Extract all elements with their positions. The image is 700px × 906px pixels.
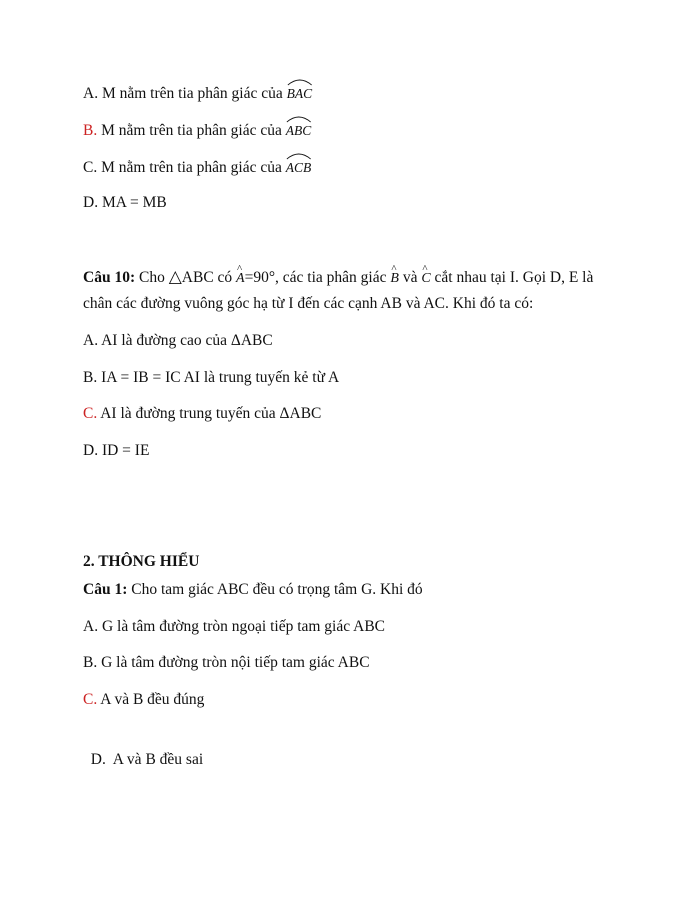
q1-option-c — [83, 690, 204, 710]
q10-option-c — [83, 404, 321, 424]
question-number: Câu 1: — [83, 581, 128, 598]
option-label: B. — [83, 369, 98, 386]
q1-option-d — [83, 730, 203, 770]
option-label-correct: C. — [83, 405, 98, 422]
angle-abc: ABC — [286, 119, 312, 141]
option-text: M nằm trên tia phân giác của — [97, 159, 286, 176]
q10-option-a — [83, 331, 273, 351]
option-label: D. — [83, 194, 99, 211]
q10-option-d — [83, 441, 149, 461]
option-text: IA = IB = IC AI là trung tuyến kẻ từ A — [97, 369, 340, 386]
option-text: AI là đường trung tuyến của ΔABC — [97, 405, 322, 422]
triangle-symbol: △ — [168, 267, 182, 286]
option-text: ID = IE — [98, 442, 150, 459]
angle-bac: BAC — [287, 82, 313, 104]
option-label-correct: C. — [83, 691, 98, 708]
option-text: M nằm trên tia phân giác của — [97, 122, 286, 139]
angle-c: ^ C — [421, 269, 430, 289]
q1-stem: Câu 1: Cho tam giác ABC đều có trọng tâm G. Khi đó — [83, 581, 423, 598]
option-label-correct: B. — [83, 122, 98, 139]
option-text: G là tâm đường tròn nội tiếp tam giác ABC — [97, 654, 370, 671]
q9-option-a — [83, 82, 312, 104]
option-label: A. — [83, 332, 99, 349]
q1-option-a — [83, 617, 385, 637]
angle-acb: ACB — [286, 156, 312, 178]
option-text: A và B đều sai — [105, 751, 204, 768]
option-label: D. — [83, 442, 99, 459]
q9-option-d — [83, 193, 167, 213]
option-text: M nằm trên tia phân giác của — [98, 85, 287, 102]
option-label: C. — [83, 159, 98, 176]
q10-option-b — [83, 368, 339, 388]
option-label: A. — [83, 618, 99, 635]
option-label: A. — [83, 85, 99, 102]
angle-a: ^ A — [236, 269, 245, 289]
q10-stem-line1: Câu 10: Cho △ABC có ^ A=90°, các tia phân giác ^ B và ^ C cắt nhau tại I. Gọi D, E là — [83, 267, 593, 289]
angle-b: ^ B — [390, 269, 399, 289]
q10-stem-line2: chân các đường vuông góc hạ từ I đến các cạnh AB và AC. Khi đó ta có: — [83, 295, 534, 312]
q9-option-c — [83, 156, 311, 178]
section-heading: 2. THÔNG HIỂU — [83, 553, 200, 570]
option-text: G là tâm đường tròn ngoại tiếp tam giác ABC — [98, 618, 386, 635]
option-label: B. — [83, 654, 98, 671]
option-label: D. — [90, 751, 106, 768]
q1-option-b — [83, 653, 370, 673]
option-text: AI là đường cao của ΔABC — [98, 332, 273, 349]
option-text: A và B đều đúng — [97, 691, 205, 708]
option-text: MA = MB — [98, 194, 167, 211]
question-number: Câu 10: — [83, 269, 136, 286]
q9-option-b — [83, 119, 311, 141]
